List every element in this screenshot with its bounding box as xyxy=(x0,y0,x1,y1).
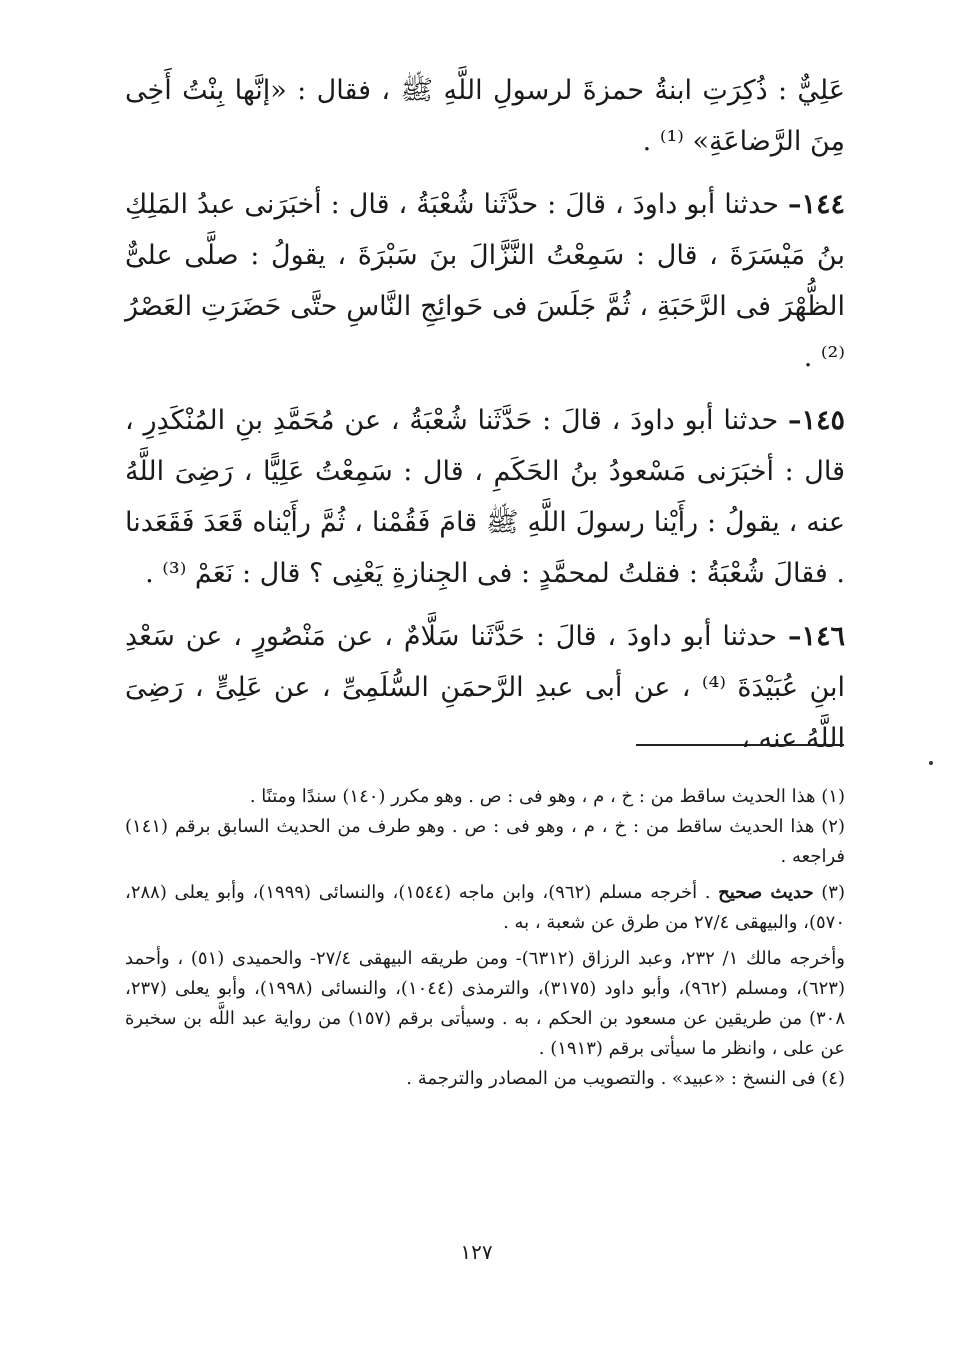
hadith-145 xyxy=(125,395,845,599)
footnote-marker: (٣) xyxy=(821,882,845,903)
paragraph-text: حدثنا أبو داودَ ، قالَ : حَدَّثَنا شُعْبَةُ ، عن مُحَمَّدِ بنِ المُنْكَدِرِ ، قال : أخبَرَنى مَسْعودُ بنُ الحَكَمِ ، قال : سَمِعْتُ عَلِيًّا ، رَضِىَ اللَّهُ عنه ، يقولُ : رأَيْنا رسولَ اللَّهِ ﷺ قامَ فَقُمْنا ، ثُمَّ رأَيْناه قَعَدَ فَقَعَدنا . فقالَ شُعْبَةُ : فقلتُ لمحمَّدٍ : فى الجِنازةِ يَعْنِى ؟ قال : نَعَمْ ⁽³⁾ . xyxy=(125,405,845,589)
paragraph-text: حدثنا أبو داودَ ، قالَ : حدَّثَنا شُعْبَةُ ، قال : أخبَرَنى عبدُ المَلِكِ بنُ مَيْسَرَةَ ، قال : سَمِعْتُ النَّزَّالَ بنَ سَبْرَةَ ، يقولُ : صلَّى علىٌّ الظُّهْرَ فى الرَّحَبَةِ ، ثُمَّ جَلَسَ فى حَوائِجِ النَّاسِ حتَّى حَضَرَتِ العَصْرُ ⁽²⁾ . xyxy=(125,189,845,373)
footnote-3-continued: وأخرجه مالك ١/ ٢٣٢، وعبد الرزاق (٦٣١٢)- ومن طريقه البيهقى ٢٧/٤- والحميدى (٥١) ، وأحمد (٦٢٣)، ومسلم (٩٦٢)، وأبو داود (٣١٧٥)، والترمذى (١٠٤٤)، والنسائى (١٩٩٨)، وأبو يعلى (٢٣٧، ٣٠٨) من طريقين عن مسعود بن الحكم ، به . وسيأتى برقم (١٥٧) من رواية عبد اللَّه بن سخبرة عن على ، وانظر ما سيأتى برقم (١٩١٣) . xyxy=(125,948,845,1059)
footnotes xyxy=(125,782,845,1094)
main-text xyxy=(125,65,845,764)
hadith-number: ١٤٤– xyxy=(787,189,845,220)
grading-keyword: حديث صحيح xyxy=(718,882,814,903)
hadith-number: ١٤٦– xyxy=(787,621,845,652)
footnote-4: (٤) فى النسخ : «عبيد» . والتصويب من المصادر والترجمة . xyxy=(406,1068,845,1089)
hadith-number: ١٤٥– xyxy=(787,405,845,436)
page-number: ١٢٧ xyxy=(460,1240,493,1264)
footnote-1: (١) هذا الحديث ساقط من : خ ، م ، وهو فى : ص . وهو مكرر (١٤٠) سندًا ومتنًا . xyxy=(249,786,845,807)
hadith-146 xyxy=(125,611,845,764)
footnote-text: . أخرجه مسلم (٩٦٢)، وابن ماجه (١٥٤٤)، والنسائى (١٩٩٩)، وأبو يعلى (٢٨٨، ٥٧٠)، والبيهقى ٢٧/٤ من طرق عن شعبة ، به . xyxy=(125,882,845,933)
paragraph-text: حدثنا أبو داودَ ، قالَ : حَدَّثَنا سَلَّامٌ ، عن مَنْصُورٍ ، عن سَعْدِ ابنِ عُبَيْدَةَ ⁽⁴⁾ ، عن أبى عبدِ الرَّحمَنِ السُّلَمِىِّ ، عن عَلِىٍّ ، رَضِىَ اللَّهُ عنه ، xyxy=(125,621,846,754)
footnote-3 xyxy=(125,878,845,938)
margin-dot xyxy=(929,761,933,765)
paragraph-text: عَلِيٌّ : ذُكِرَتِ ابنةُ حمزةَ لرسولِ اللَّهِ ﷺ ، فقال : «إنَّها بِنْتُ أَخِى مِنَ الرَّضاعَةِ» ⁽¹⁾ . xyxy=(125,75,845,157)
footnote-separator xyxy=(636,744,844,746)
paragraph-continuation xyxy=(125,65,845,167)
hadith-144 xyxy=(125,179,845,383)
footnote-2: (٢) هذا الحديث ساقط من : خ ، م ، وهو فى : ص . وهو طرف من الحديث السابق برقم (١٤١) فراجعه . xyxy=(125,816,845,867)
